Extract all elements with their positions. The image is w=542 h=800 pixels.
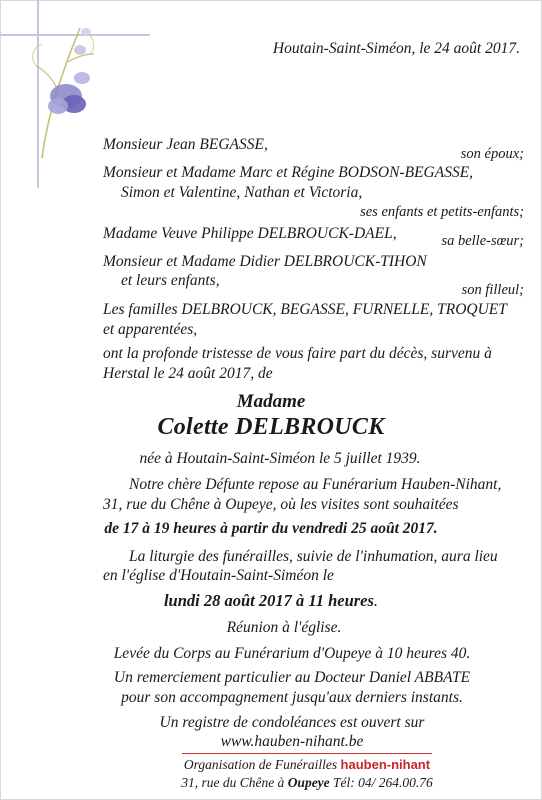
family-line-5: Monsieur et Madame Didier DELBROUCK-TIHON <box>103 253 427 270</box>
address-tel: Tél: 04/ 264.00.76 <box>333 775 433 790</box>
funeral-date-line <box>0 591 542 611</box>
family-line-2: Monsieur et Madame Marc et Régine BODSON-BEGASSE, <box>103 164 474 181</box>
registry-line: Un registre de condoléances est ouvert sur <box>159 714 425 731</box>
family-line-8: et apparentées, <box>103 321 198 338</box>
thanks-line-2: pour son accompagnement jusqu'aux derniers instants. <box>121 689 463 706</box>
registry-url[interactable]: www.hauben-nihant.be <box>220 733 364 750</box>
organizer-prefix: Organisation de Funérailles <box>183 757 338 772</box>
address-town: Oupeye <box>287 775 330 790</box>
rest-line-1: Notre chère Défunte repose au Funérarium Hauben-Nihant, <box>129 476 502 493</box>
relation-1: son époux; <box>460 146 524 162</box>
relation-6: son filleul; <box>461 282 524 298</box>
liturgy-line-1: La liturgie des funérailles, suivie de l'inhumation, aura lieu <box>129 548 498 565</box>
birth-info: née à Houtain-Saint-Siméon le 5 juillet 1939. <box>139 450 421 467</box>
relation-4: sa belle-sœur; <box>441 233 524 249</box>
address-prefix: 31, rue du Chêne à <box>181 775 285 790</box>
family-line-6: et leurs enfants, <box>121 272 220 289</box>
funeral-date: lundi 28 août 2017 à 11 heures <box>163 591 374 610</box>
deceased-title: Madame <box>236 391 306 412</box>
family-line-1: Monsieur Jean BEGASSE, <box>103 136 268 153</box>
family-line-3: Simon et Valentine, Nathan et Victoria, <box>121 184 363 201</box>
family-line-4: Madame Veuve Philippe DELBROUCK-DAEL, <box>103 225 397 242</box>
visit-hours: de 17 à 19 heures à partir du vendredi 25 août 2017. <box>104 520 438 537</box>
rest-line-2: 31, rue du Chêne à Oupeye, où les visites sont souhaitées <box>103 496 459 513</box>
family-line-9: ont la profonde tristesse de vous faire part du décès, survenu à <box>103 345 492 362</box>
meeting-info: Réunion à l'église. <box>226 619 342 636</box>
flower-illustration-icon <box>22 8 102 158</box>
organizer-line <box>0 757 542 773</box>
place-date: Houtain-Saint-Siméon, le 24 août 2017. <box>272 40 520 57</box>
organizer-address <box>0 775 542 791</box>
organizer-brand: hauben-nihant <box>340 757 431 772</box>
liturgy-line-2: en l'église d'Houtain-Saint-Siméon le <box>103 567 334 584</box>
funeral-date-end: . <box>373 591 379 610</box>
deceased-name: Colette DELBROUCK <box>157 414 385 440</box>
footer-separator <box>182 753 432 754</box>
relation-3: ses enfants et petits-enfants; <box>360 204 524 220</box>
thanks-line-1: Un remerciement particulier au Docteur Daniel ABBATE <box>113 669 471 686</box>
family-line-7: Les familles DELBROUCK, BEGASSE, FURNELLE, TROQUET <box>103 301 507 318</box>
levee-info: Levée du Corps au Funérarium d'Oupeye à 10 heures 40. <box>113 645 471 662</box>
family-line-10: Herstal le 24 août 2017, de <box>103 365 273 382</box>
